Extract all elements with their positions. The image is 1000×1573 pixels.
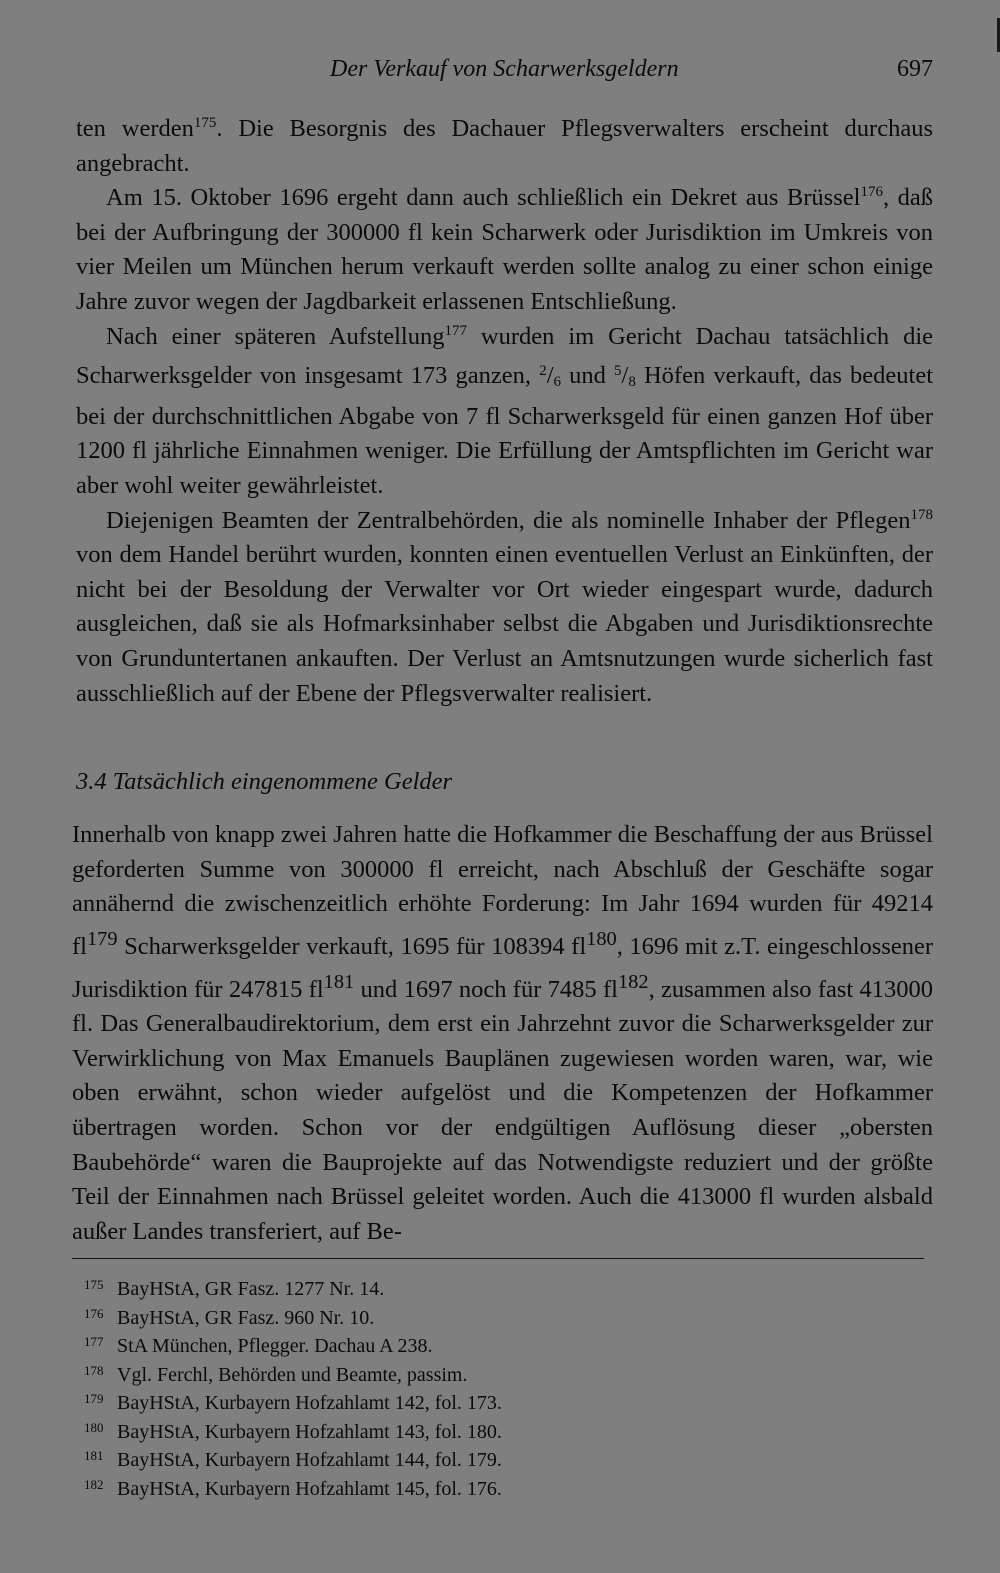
fraction-numerator: 2 xyxy=(539,363,547,380)
text-run: Scharwerksgelder verkauft, 1695 für 108394 fl xyxy=(117,932,587,960)
footnote-number: 175 xyxy=(84,1277,104,1292)
footnote-text: BayHStA, Kurbayern Hofzahlamt 145, fol. 176. xyxy=(117,1477,502,1500)
footnote-number: 177 xyxy=(84,1334,104,1349)
footnote-item xyxy=(84,1359,884,1388)
paragraph-p1 xyxy=(76,112,933,181)
text-run: Am 15. Oktober 1696 ergeht dann auch schließlich ein Dekret aus Brüssel xyxy=(106,184,861,212)
footnote-item xyxy=(84,1416,884,1445)
text-run: , 1696 mit z.T. eingeschlossener Jurisdiktion für 247815 fl xyxy=(72,932,933,1003)
paragraph-p4 xyxy=(76,504,933,712)
footnote-item xyxy=(84,1330,884,1359)
footnote-number: 181 xyxy=(84,1448,104,1463)
text-run: und xyxy=(561,362,615,390)
footnote-text: BayHStA, GR Fasz. 960 Nr. 10. xyxy=(117,1306,375,1329)
footnote-item xyxy=(84,1473,884,1502)
section-heading: 3.4 Tatsächlich eingenommene Gelder xyxy=(76,768,453,795)
footnote-text: Vgl. Ferchl, Behörden und Beamte, passim. xyxy=(117,1363,468,1386)
footnote-item xyxy=(84,1444,884,1473)
footnote-ref: 176 xyxy=(860,184,883,201)
footnote-number: 179 xyxy=(84,1391,104,1406)
footnote-text: BayHStA, Kurbayern Hofzahlamt 142, fol. 173. xyxy=(117,1392,502,1414)
footnote-ref: 175 xyxy=(193,115,217,131)
paragraph-p3 xyxy=(76,320,933,504)
paragraph-p5 xyxy=(72,818,933,1249)
footnote-text: BayHStA, GR Fasz. 1277 Nr. 14. xyxy=(117,1278,385,1300)
footnote-item xyxy=(84,1387,884,1416)
fraction: $^2$/6 xyxy=(539,362,561,391)
text-run: wurden im Gericht Dachau tatsächlich die Scharwerksgelder von insgesamt 173 ganzen, xyxy=(76,322,933,390)
fraction-numerator: 5 xyxy=(614,363,622,380)
body-text xyxy=(76,112,933,711)
page-number: 697 xyxy=(897,56,933,82)
footnote-number: 182 xyxy=(84,1476,104,1492)
footnotes xyxy=(84,1273,884,1501)
text-run: Höfen verkauft, das bedeutet bei der durchschnittlichen Abgabe von 7 fl Scharwerksgeld für einen ganzen Hof über 1200 fl jährliche Einnahmen weniger. Die Erfüllung der Amtspflichten im Gericht war aber wohl weiter gewährleistet. xyxy=(76,362,934,499)
fraction: $^5$/8 xyxy=(614,362,636,391)
footnote-ref: 177 xyxy=(444,322,467,339)
text-run: Diejenigen Beamten der Zentralbehörden, die als nominelle Inhaber der Pflegen xyxy=(106,506,911,534)
footnote-number: 180 xyxy=(84,1419,104,1435)
footnote-text: BayHStA, Kurbayern Hofzahlamt 143, fol. 180. xyxy=(117,1420,502,1443)
footnote-ref: 182 xyxy=(617,970,649,993)
text-run: ten werden xyxy=(76,115,194,142)
footnote-item xyxy=(84,1273,884,1302)
text-run: , zusammen also fast 413000 fl. Das Generalbaudirektorium, dem erst ein Jahrzehnt zuvor die Scharwerksgelder zur Verwirklichung von Max Emanuels Bauplänen zugewiesen worden waren, war, wie oben erwähnt, schon wieder aufgelöst und die Kompetenzen der Hofkammer übertragen worden. Schon vor der endgültigen Auflösung dieser „obersten Baubehörde“ waren die Bauprojekte auf das Notwendigste reduziert und der größte Teil der Einnahmen nach Brüssel geleitet worden. Auch die 413000 fl wurden alsbald außer Landes transferiert, auf Be- xyxy=(72,975,933,1245)
paragraph-p2 xyxy=(76,181,933,319)
text-run: . Die Besorgnis des Dachauer Pflegsverwalters erscheint durchaus angebracht. xyxy=(76,115,933,177)
footnote-divider xyxy=(72,1258,924,1259)
text-run: , daß bei der Aufbringung der 300000 fl kein Scharwerk oder Jurisdiktion im Umkreis von vier Meilen um München herum verkauft werden sollte analog zu einer schon einige Jahre zuvor wegen der Jagdbarkeit erlassenen Entschließung. xyxy=(76,184,934,315)
text-run: von dem Handel berührt wurden, konnten einen eventuellen Verlust an Einkünften, der nicht bei der Besoldung der Verwalter vor Ort wieder eingespart wurde, dadurch ausgleichen, daß sie als Hofmarksinhaber selbst die Abgaben und Jurisdiktionsrechte von Grunduntertanen ankauften. Der Verlust an Amtsnutzungen wurde sicherlich fast ausschließlich auf der Ebene der Pflegsverwalter realisiert. xyxy=(76,541,933,707)
footnote-number: 176 xyxy=(84,1305,104,1321)
text-run: und 1697 noch für 7485 fl xyxy=(354,975,618,1003)
fraction-denominator: 8 xyxy=(628,374,636,391)
footnote-text: BayHStA, Kurbayern Hofzahlamt 144, fol. 179. xyxy=(117,1449,502,1471)
fraction-denominator: 6 xyxy=(553,374,561,391)
footnote-ref: 180 xyxy=(586,927,617,950)
text-run: Nach einer späteren Aufstellung xyxy=(106,322,445,350)
footnote-text: StA München, Pflegger. Dachau A 238. xyxy=(117,1335,433,1357)
footnote-ref: 179 xyxy=(86,927,118,950)
footnote-item xyxy=(84,1302,884,1331)
footnote-ref: 178 xyxy=(910,506,933,523)
text-run: Innerhalb von knapp zwei Jahren hatte die Hofkammer die Beschaffung der aus Brüssel geforderten Summe von 300000 fl erreicht, nach Abschluß der Geschäfte sogar annähernd die zwischenzeitlich erhöhte Forderung: Im Jahr 1694 wurden für 49214 fl xyxy=(72,821,933,960)
footnote-ref: 181 xyxy=(323,970,355,993)
running-header xyxy=(80,56,933,90)
footnote-number: 178 xyxy=(84,1362,104,1378)
section-text xyxy=(72,818,933,1249)
running-title: Der Verkauf von Scharwerksgeldern xyxy=(330,56,679,82)
